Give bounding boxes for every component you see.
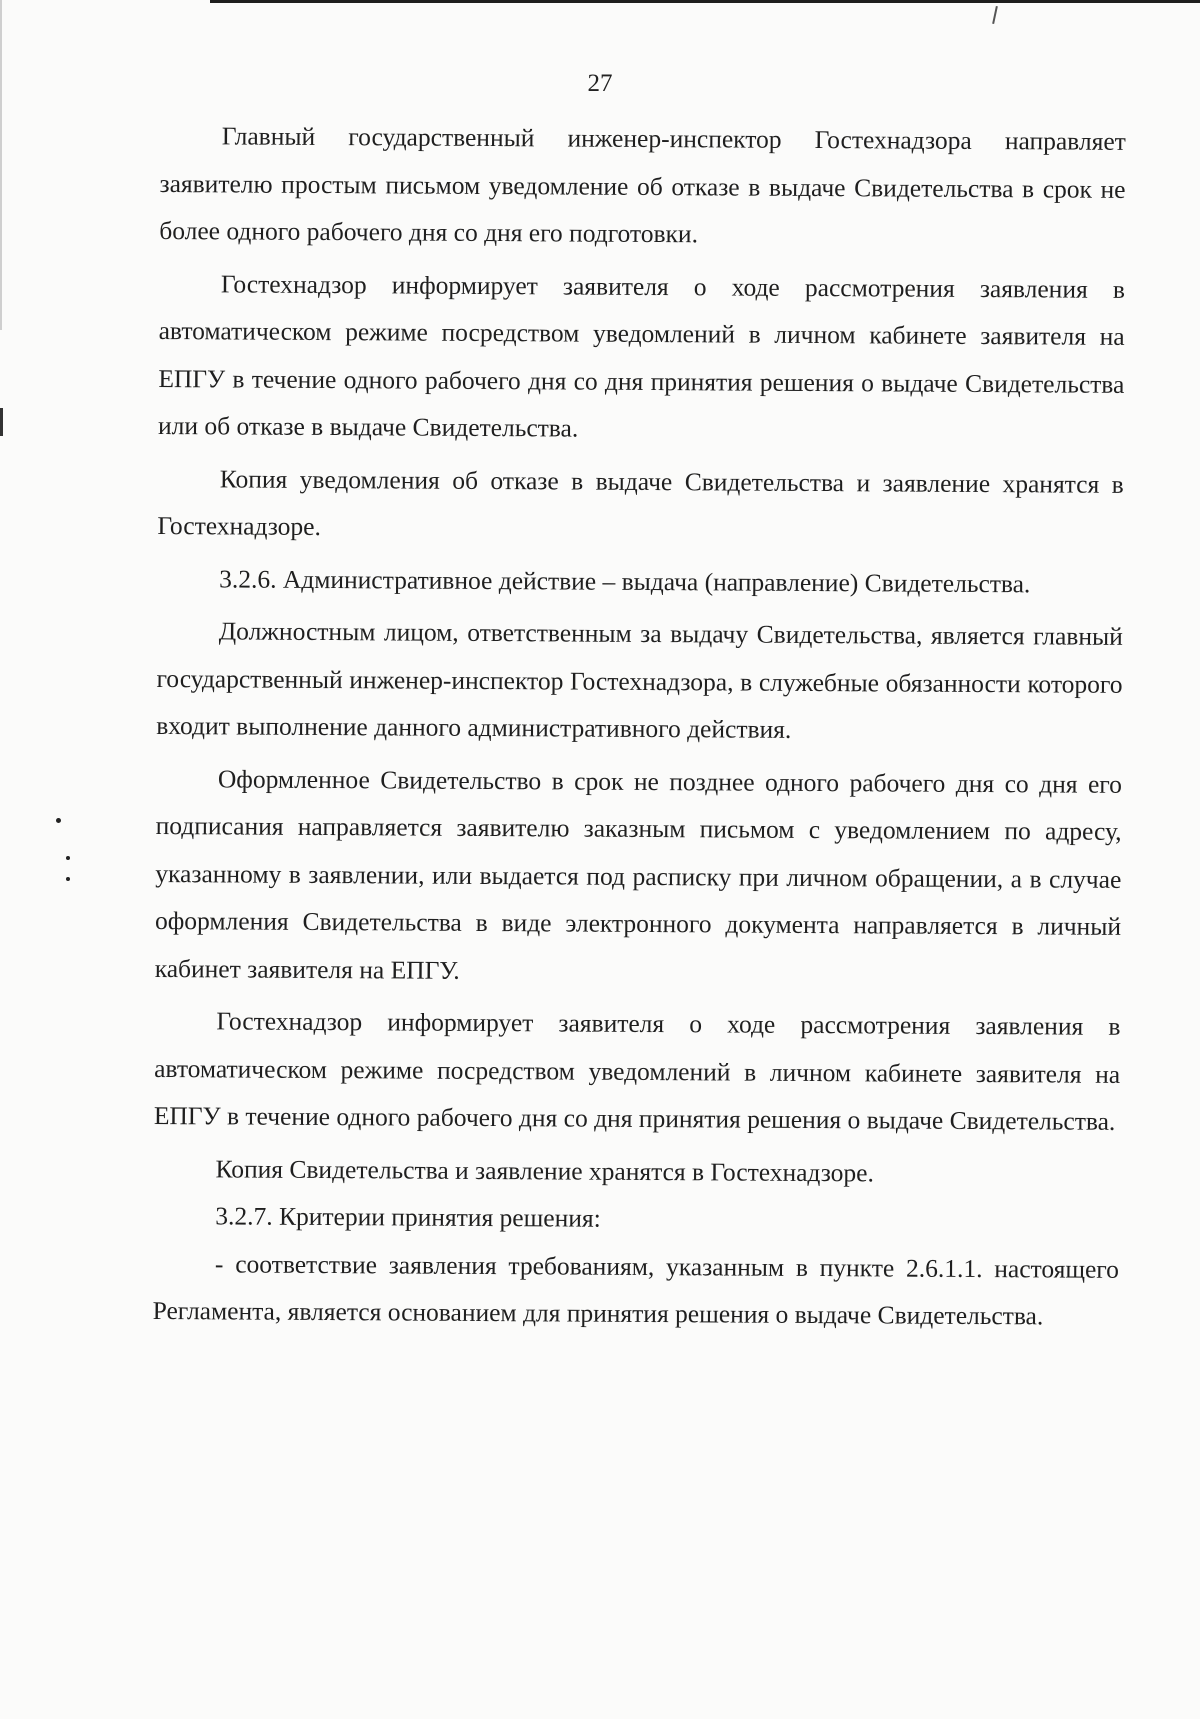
scan-speck <box>66 856 70 860</box>
scan-mark-top-right <box>992 6 998 24</box>
scan-border-left <box>0 0 2 330</box>
document-body <box>153 112 1126 1345</box>
scan-mark-left <box>0 408 3 436</box>
scan-border-top <box>210 0 1200 3</box>
paragraph-refusal-copy-storage: Копия уведомления об отказе в выдаче Свидетельства и заявление хранятся в Гостехнадзоре. <box>157 463 1124 541</box>
paragraph-certificate-delivery: Оформленное Свидетельство в срок не позднее одного рабочего дня со дня его подписания направляется заявителю заказным письмом с уведомлением по адресу, указанному в заявлении, или выдается под расписку при личном обращении, а в случае оформления Свидетельства в виде электронного документа направляется в личный кабинет заявителя на ЕПГУ. <box>154 763 1123 985</box>
paragraph-status-info-refusal: Гостехнадзор информирует заявителя о ходе рассмотрения заявления в автоматическом режиме посредством уведомлений в личном кабинете заявителя на ЕПГУ в течение одного рабочего дня со дня принятия решения о выдаче Свидетельства или об отказе в выдаче Свидетельства. <box>157 268 1126 443</box>
section-heading-3-2-6: 3.2.6. Административное действие – выдача (направление) Свидетельства. <box>219 563 1031 598</box>
paragraph-refusal-notice: Главный государственный инженер-инспектор Гостехнадзора направляет заявителю простым письмом уведомление об отказе в выдаче Свидетельства в срок не более одного рабочего дня со дня его подготовки. <box>159 121 1126 249</box>
paragraph-decision-criteria: - соответствие заявления требованиям, указанным в пункте 2.6.1.1. настоящего Регламента, является основанием для принятия решения о выдаче Свидетельства. <box>152 1248 1120 1331</box>
paragraph-certificate-copy-storage: Копия Свидетельства и заявление хранятся в Гостехнадзоре. <box>215 1153 874 1187</box>
scan-speck <box>56 818 61 823</box>
paragraph-status-info-issuance: Гостехнадзор информирует заявителя о ходе рассмотрения заявления в автоматическом режиме посредством уведомлений в личном кабинете заявителя на ЕПГУ в течение одного рабочего дня со дня принятия решения о выдаче Свидетельства. <box>153 1006 1121 1136</box>
section-heading-3-2-7: 3.2.7. Критерии принятия решения: <box>215 1201 601 1233</box>
page-number: 27 <box>587 70 613 97</box>
scan-speck <box>66 877 70 881</box>
paragraph-responsible-official: Должностным лицом, ответственным за выдачу Свидетельства, является главный государственный инженер-инспектор Гостехнадзора, в служебные обязанности которого входит выполнение данного административного действия. <box>156 616 1123 744</box>
